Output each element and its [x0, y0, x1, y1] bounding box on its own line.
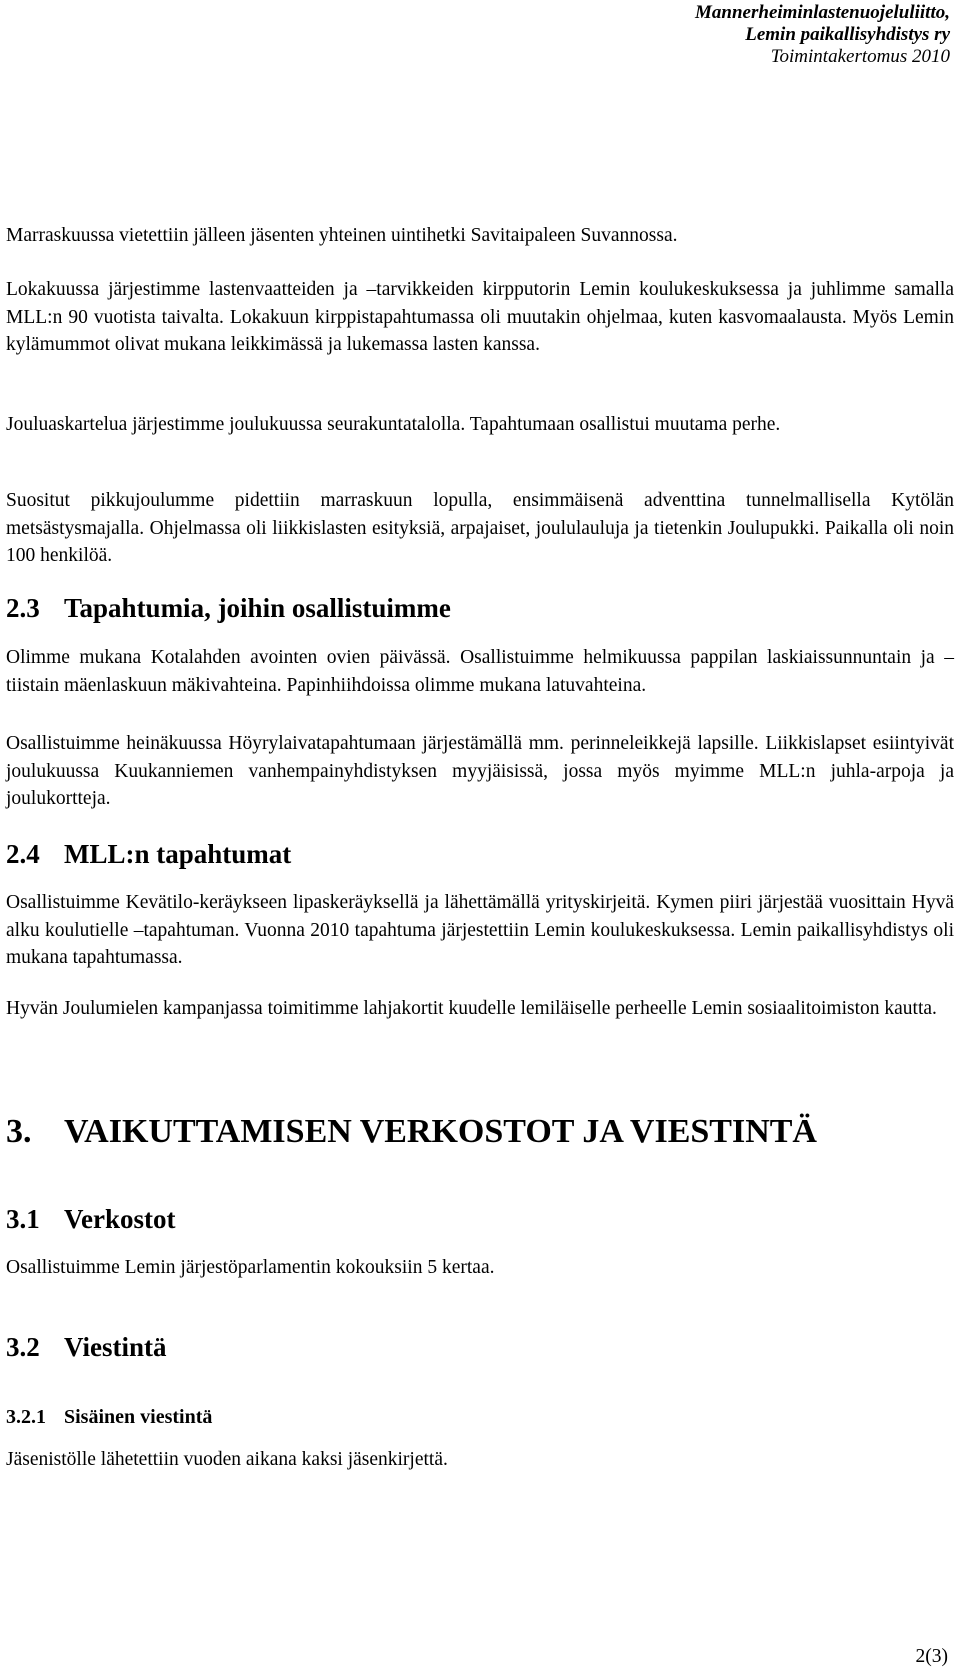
heading-number: 2.3 — [6, 593, 40, 623]
header-organization: Mannerheiminlastenuojeluliitto, — [695, 2, 950, 23]
heading-3-1 — [6, 1203, 176, 1235]
heading-2-4 — [6, 838, 291, 870]
paragraph-participated-events: Olimme mukana Kotalahden avointen ovien päivässä. Osallistuimme helmikuussa pappilan laskiaissunnuntain ja –tiistain mäenlaskuun mäkivahteina. Papinhiihdoissa olimme mukana latuvahteina. — [6, 647, 954, 696]
heading-3 — [6, 1112, 817, 1152]
heading-title: Verkostot — [64, 1204, 176, 1234]
heading-title: Tapahtumia, joihin osallistuimme — [64, 593, 451, 623]
paragraph-christmas-crafts: Jouluaskartelua järjestimme joulukuussa seurakuntatalolla. Tapahtumaan osallistui muutama perhe. — [6, 414, 781, 435]
paragraph-internal-communication: Jäsenistölle lähetettiin vuoden aikana kaksi jäsenkirjettä. — [6, 1449, 448, 1470]
heading-number: 2.4 — [6, 839, 40, 869]
heading-title: Viestintä — [64, 1332, 167, 1362]
heading-title: Sisäinen viestintä — [64, 1406, 213, 1428]
heading-3-2 — [6, 1331, 167, 1363]
paragraph-christmas-party: Suositut pikkujoulumme pidettiin marraskuun lopulla, ensimmäisenä adventtina tunnelmallisella Kytölän metsästysmajalla. Ohjelmassa oli liikkislasten esityksiä, arpajaiset, joululauluja ja tietenkin Joulupukki. Paikalla oli noin 100 henkilöä. — [6, 490, 954, 566]
heading-number: 3.2 — [6, 1332, 40, 1362]
header-branch: Lemin paikallisyhdistys ry — [745, 24, 950, 45]
heading-2-3 — [6, 592, 451, 624]
heading-title: MLL:n tapahtumat — [64, 839, 292, 869]
heading-number: 3.1 — [6, 1204, 40, 1234]
paragraph-fundraising: Osallistuimme Kevätilo-keräykseen lipaskeräyksellä ja lähettämällä yrityskirjeitä. Kymen piiri järjestää vuosittain Hyvä alku koulutielle –tapahtuman. Vuonna 2010 tapahtuma järjestettiin Lemin koulukeskuksessa. Lemin paikallisyhdistys oli mukana tapahtumassa. — [6, 892, 954, 968]
header-report-title: Toimintakertomus 2010 — [770, 46, 950, 67]
paragraph-swimming: Marraskuussa vietettiin jälleen jäsenten yhteinen uintihetki Savitaipaleen Suvannossa. — [6, 225, 678, 246]
paragraph-flea-market: Lokakuussa järjestimme lastenvaatteiden ja –tarvikkeiden kirpputorin Lemin koulukeskuksessa ja juhlimme samalla MLL:n 90 vuotista taivalta. Lokakuun kirppistapahtumassa oli muutakin ohjelmaa, kuten kasvomaalausta. Myös Lemin kylämummot olivat mukana leikkimässä ja lukemassa lasten kanssa. — [6, 279, 954, 355]
paragraph-steamboat-event: Osallistuimme heinäkuussa Höyrylaivatapahtumaan järjestämällä mm. perinneleikkejä lapsille. Liikkislapset esiintyivät joulukuussa Kuukanniemen vanhempainyhdistyksen myyjäisissä, jossa myös myimme MLL:n juhla-arpoja ja joulukortteja. — [6, 733, 954, 809]
page-header — [695, 2, 950, 68]
paragraph-christmas-campaign: Hyvän Joulumielen kampanjassa toimitimme lahjakortit kuudelle lemiläiselle perheelle Lemin sosiaalitoimiston kautta. — [6, 998, 937, 1019]
heading-number: 3.2.1 — [6, 1406, 46, 1428]
heading-number: 3. — [6, 1113, 32, 1150]
heading-title: VAIKUTTAMISEN VERKOSTOT JA VIESTINTÄ — [64, 1113, 817, 1150]
page-number: 2(3) — [915, 1646, 948, 1667]
heading-3-2-1 — [6, 1404, 212, 1430]
paragraph-networks: Osallistuimme Lemin järjestöparlamentin kokouksiin 5 kertaa. — [6, 1257, 495, 1278]
